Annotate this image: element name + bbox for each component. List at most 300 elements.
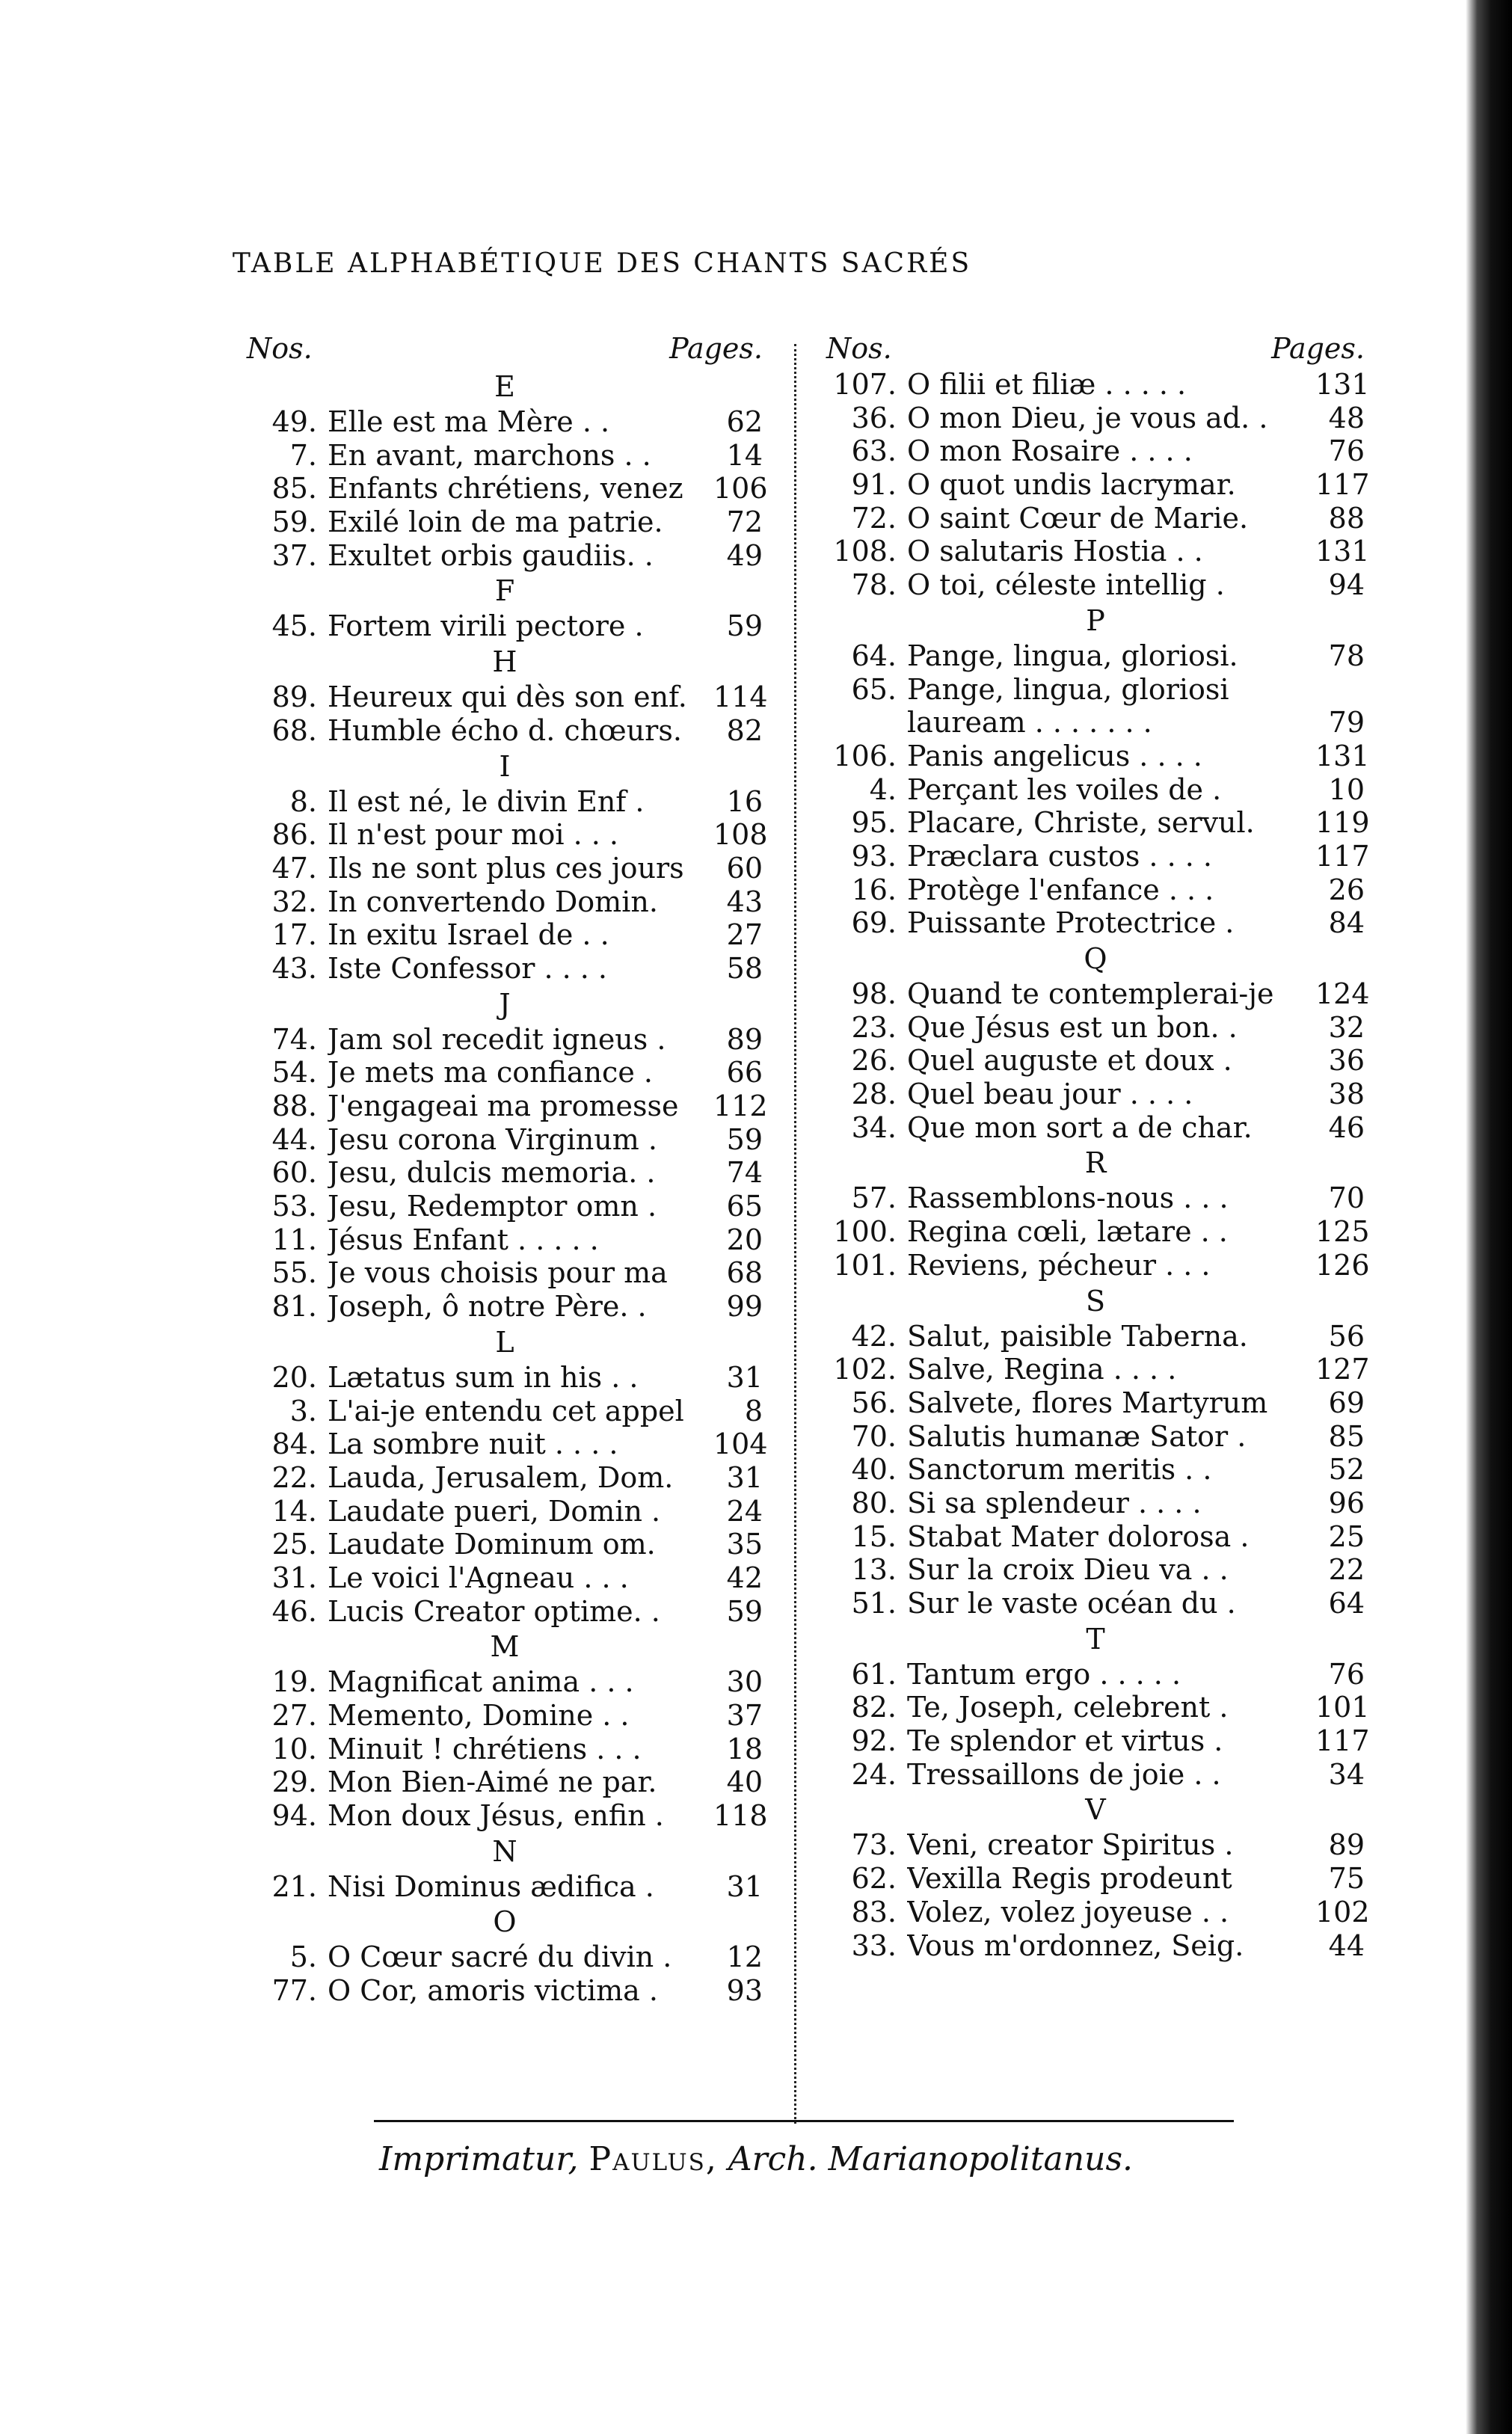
entry-title: La sombre nuit . . . . bbox=[328, 1427, 618, 1461]
index-entry bbox=[247, 1870, 763, 1904]
entry-title: Le voici l'Agneau . . . bbox=[328, 1561, 629, 1594]
entry-title: Jésus Enfant . . . . . bbox=[328, 1223, 599, 1256]
entry-number: 42. bbox=[851, 1319, 897, 1353]
entry-page: 8 bbox=[744, 1394, 763, 1427]
entry-title: L'ai-je entendu cet appel bbox=[328, 1394, 684, 1427]
entry-page: 36 bbox=[1328, 1044, 1365, 1078]
entry-page: 104 bbox=[713, 1427, 768, 1461]
entry-page: 34 bbox=[1328, 1757, 1365, 1791]
entry-page: 66 bbox=[726, 1056, 763, 1090]
entry-page: 85 bbox=[1328, 1419, 1365, 1453]
imprimatur-name: Paulus, bbox=[588, 2140, 718, 2178]
entry-page: 70 bbox=[1328, 1181, 1365, 1215]
entry-number: 70. bbox=[851, 1419, 897, 1453]
entry-title: Heureux qui dès son enf. bbox=[328, 680, 687, 714]
entry-title: Præclara custos . . . . bbox=[907, 839, 1212, 873]
entry-number: 7. bbox=[289, 438, 317, 472]
index-entry bbox=[826, 1111, 1365, 1145]
entry-page: 31 bbox=[726, 1460, 763, 1494]
index-entry bbox=[826, 1691, 1370, 1724]
entry-page: 76 bbox=[1328, 434, 1365, 468]
header-number: Nos. bbox=[826, 332, 892, 365]
index-entry bbox=[247, 1699, 763, 1733]
index-entry bbox=[247, 885, 763, 919]
index-entry bbox=[826, 1420, 1365, 1454]
entry-page: 102 bbox=[1315, 1895, 1370, 1929]
entry-title: Puissante Protectrice . bbox=[907, 906, 1235, 940]
entry-page: 126 bbox=[1315, 1248, 1370, 1282]
entry-title: Te splendor et virtus . bbox=[907, 1724, 1223, 1758]
entry-page: 94 bbox=[1328, 568, 1365, 602]
header-page: Pages. bbox=[1271, 332, 1365, 365]
index-entry bbox=[826, 1895, 1370, 1929]
letter-heading: F bbox=[494, 574, 515, 608]
entry-number: 88. bbox=[271, 1090, 317, 1122]
index-entry bbox=[826, 1215, 1370, 1249]
entry-title: Te, Joseph, celebrent . bbox=[907, 1691, 1229, 1724]
letter-heading: V bbox=[1085, 1793, 1106, 1827]
entry-page: 10 bbox=[1328, 772, 1365, 806]
index-entry bbox=[826, 1828, 1365, 1862]
index-entry bbox=[247, 1799, 768, 1833]
entry-title: Jam sol recedit igneus . bbox=[328, 1022, 666, 1056]
entry-number: 100. bbox=[833, 1215, 897, 1249]
index-entry bbox=[247, 1023, 763, 1057]
entry-page: 31 bbox=[726, 1869, 763, 1903]
footer-rule bbox=[374, 2120, 1234, 2122]
index-entry bbox=[826, 1487, 1365, 1520]
entry-title: Il n'est pour moi . . . bbox=[328, 818, 618, 852]
entry-number: 57. bbox=[851, 1181, 897, 1215]
entry-title: O mon Rosaire . . . . bbox=[907, 434, 1193, 468]
entry-page: 22 bbox=[1328, 1553, 1365, 1587]
entry-number: 20. bbox=[271, 1360, 317, 1394]
entry-page: 117 bbox=[1315, 1724, 1370, 1758]
entry-number: 101. bbox=[833, 1248, 897, 1282]
entry-number: 94. bbox=[271, 1799, 317, 1833]
letter-heading: P bbox=[1086, 603, 1105, 637]
entry-title: Lauda, Jerusalem, Dom. bbox=[328, 1460, 674, 1494]
entry-title: Stabat Mater dolorosa . bbox=[907, 1519, 1250, 1553]
entry-number: 55. bbox=[271, 1256, 317, 1290]
index-entry bbox=[826, 1353, 1370, 1386]
index-entry bbox=[247, 680, 768, 714]
index-entry bbox=[826, 434, 1365, 468]
entry-page: 59 bbox=[726, 609, 763, 643]
index-entry bbox=[826, 368, 1370, 402]
index-entry bbox=[247, 1940, 763, 1974]
entry-title: Jesu, dulcis memoria. . bbox=[328, 1156, 656, 1190]
index-entry bbox=[826, 1724, 1370, 1758]
index-entry bbox=[247, 918, 763, 952]
imprimatur-label: Imprimatur, bbox=[378, 2140, 579, 2178]
entry-title: Quel beau jour . . . . bbox=[907, 1078, 1193, 1111]
letter-heading: L bbox=[495, 1325, 514, 1359]
entry-title: Sanctorum meritis . . bbox=[907, 1453, 1212, 1487]
entry-title: Regina cœli, lætare . . bbox=[907, 1215, 1228, 1249]
index-entry bbox=[247, 785, 763, 819]
entry-title: Reviens, pécheur . . . bbox=[907, 1248, 1211, 1282]
entry-title: Iste Confessor . . . . bbox=[328, 951, 608, 985]
index-entry bbox=[247, 1190, 763, 1223]
entry-page: 131 bbox=[1315, 535, 1370, 568]
index-entry bbox=[826, 977, 1370, 1011]
entry-title: O saint Cœur de Marie. bbox=[907, 501, 1249, 535]
entry-number: 11. bbox=[271, 1223, 317, 1256]
entry-number: 28. bbox=[851, 1078, 897, 1111]
entry-title: Ils ne sont plus ces jours bbox=[328, 851, 684, 885]
entry-title: Salut, paisible Taberna. bbox=[907, 1319, 1248, 1353]
entry-page: 30 bbox=[726, 1665, 763, 1699]
index-entry bbox=[247, 1461, 763, 1495]
index-entry bbox=[826, 706, 1365, 740]
entry-title: Veni, creator Spiritus . bbox=[907, 1828, 1234, 1862]
entry-page: 108 bbox=[713, 818, 768, 852]
entry-title: Salvete, flores Martyrum bbox=[907, 1386, 1268, 1419]
entry-title: Pange, lingua, gloriosi. bbox=[907, 639, 1238, 672]
entry-title: Tantum ergo . . . . . bbox=[907, 1657, 1181, 1691]
index-entry bbox=[826, 739, 1370, 773]
entry-page: 16 bbox=[726, 784, 763, 818]
entry-page: 43 bbox=[726, 885, 763, 918]
index-entry bbox=[247, 505, 763, 539]
entry-page: 59 bbox=[726, 1122, 763, 1156]
entry-page: 25 bbox=[1328, 1519, 1365, 1553]
entry-number: 19. bbox=[271, 1665, 317, 1699]
index-entry bbox=[826, 1248, 1370, 1282]
entry-title: Minuit ! chrétiens . . . bbox=[328, 1732, 642, 1765]
entry-title: Rassemblons-nous . . . bbox=[907, 1181, 1229, 1215]
index-entry bbox=[826, 806, 1370, 840]
header-page: Pages. bbox=[669, 332, 763, 365]
entry-page: 37 bbox=[726, 1699, 763, 1732]
entry-title: Volez, volez joyeuse . . bbox=[907, 1895, 1229, 1929]
entry-page: 131 bbox=[1315, 739, 1370, 772]
letter-heading: I bbox=[499, 749, 511, 783]
letter-heading: N bbox=[492, 1834, 517, 1868]
entry-number: 45. bbox=[271, 609, 317, 643]
entry-number: 23. bbox=[851, 1010, 897, 1044]
index-entry bbox=[826, 1520, 1365, 1554]
entry-title: Enfants chrétiens, venez bbox=[328, 472, 683, 505]
entry-page: 65 bbox=[726, 1190, 763, 1223]
entry-title: Exultet orbis gaudiis. . bbox=[328, 538, 654, 572]
entry-number: 37. bbox=[271, 538, 317, 572]
entry-number: 27. bbox=[271, 1699, 317, 1732]
index-entry bbox=[826, 468, 1370, 502]
entry-number: 14. bbox=[271, 1494, 317, 1528]
index-entry bbox=[247, 852, 763, 885]
entry-title: O quot undis lacrymar. bbox=[907, 468, 1236, 502]
index-entry bbox=[826, 1453, 1365, 1487]
entry-page: 131 bbox=[1315, 368, 1370, 401]
entry-page: 12 bbox=[726, 1940, 763, 1974]
entry-number: 84. bbox=[271, 1427, 317, 1461]
entry-number: 26. bbox=[851, 1044, 897, 1078]
page-title: TABLE ALPHABÉTIQUE DES CHANTS SACRÉS bbox=[232, 248, 972, 279]
index-entry bbox=[247, 1256, 763, 1290]
entry-title: O salutaris Hostia . . bbox=[907, 535, 1203, 568]
entry-title: Elle est ma Mère . . bbox=[328, 405, 610, 438]
entry-number: 51. bbox=[851, 1587, 897, 1620]
index-entry bbox=[826, 1929, 1365, 1963]
entry-page: 125 bbox=[1315, 1215, 1370, 1249]
index-entry bbox=[247, 1427, 768, 1461]
index-entry bbox=[826, 402, 1365, 435]
entry-title: Nisi Dominus ædifica . bbox=[328, 1869, 654, 1903]
entry-number: 3. bbox=[289, 1394, 317, 1427]
entry-number: 106. bbox=[833, 739, 897, 772]
entry-title: Magnificat anima . . . bbox=[328, 1665, 634, 1699]
entry-page: 69 bbox=[1328, 1386, 1365, 1419]
entry-page: 48 bbox=[1328, 401, 1365, 434]
entry-number: 43. bbox=[271, 951, 317, 985]
entry-title: Il est né, le divin Enf . bbox=[328, 784, 645, 818]
entry-page: 114 bbox=[713, 680, 768, 714]
column-divider bbox=[794, 344, 796, 2124]
entry-page: 27 bbox=[726, 918, 763, 952]
entry-page: 101 bbox=[1315, 1691, 1370, 1724]
entry-title: Salve, Regina . . . . bbox=[907, 1353, 1177, 1386]
index-entry bbox=[247, 1595, 763, 1629]
entry-title: Joseph, ô notre Père. . bbox=[328, 1290, 647, 1324]
entry-number: 98. bbox=[851, 977, 897, 1010]
entry-page: 24 bbox=[726, 1494, 763, 1528]
index-entry bbox=[826, 1181, 1365, 1215]
entry-page: 93 bbox=[726, 1974, 763, 2008]
entry-number: 86. bbox=[271, 818, 317, 852]
index-entry bbox=[826, 839, 1370, 873]
entry-title: Fortem virili pectore . bbox=[328, 609, 644, 643]
entry-title: O filii et filiæ . . . . . bbox=[907, 368, 1187, 401]
entry-number: 40. bbox=[851, 1453, 897, 1487]
entry-title: Lætatus sum in his . . bbox=[328, 1360, 639, 1394]
entry-number: 46. bbox=[271, 1594, 317, 1628]
entry-number: 93. bbox=[851, 839, 897, 873]
index-entry bbox=[247, 439, 763, 473]
entry-number: 5. bbox=[289, 1940, 317, 1974]
entry-number: 54. bbox=[271, 1056, 317, 1090]
entry-title: Laudate pueri, Domin . bbox=[328, 1494, 661, 1528]
entry-page: 118 bbox=[713, 1799, 768, 1833]
index-column-right bbox=[826, 329, 1370, 1962]
entry-page: 64 bbox=[1328, 1587, 1365, 1620]
index-entry bbox=[247, 1361, 763, 1395]
entry-page: 74 bbox=[726, 1156, 763, 1190]
entry-title: Protège l'enfance . . . bbox=[907, 873, 1214, 906]
entry-title: Je mets ma confiance . bbox=[328, 1056, 653, 1090]
entry-title: Je vous choisis pour ma bbox=[328, 1256, 668, 1290]
index-entry bbox=[247, 1395, 763, 1428]
entry-number: 108. bbox=[833, 535, 897, 568]
entry-title: Quand te contemplerai-je bbox=[907, 977, 1274, 1010]
entry-number: 34. bbox=[851, 1110, 897, 1144]
entry-number: 24. bbox=[851, 1757, 897, 1791]
entry-number: 77. bbox=[271, 1974, 317, 2008]
entry-number: 22. bbox=[271, 1460, 317, 1494]
column-header bbox=[247, 329, 763, 368]
entry-number: 56. bbox=[851, 1386, 897, 1419]
entry-title: Perçant les voiles de . bbox=[907, 772, 1222, 806]
index-entry bbox=[247, 1974, 763, 2008]
entry-number: 10. bbox=[271, 1732, 317, 1765]
entry-number: 68. bbox=[271, 713, 317, 747]
index-entry bbox=[826, 906, 1365, 940]
index-entry bbox=[247, 1290, 763, 1324]
entry-number: 36. bbox=[851, 401, 897, 434]
entry-page: 26 bbox=[1328, 873, 1365, 906]
entry-number: 107. bbox=[833, 368, 897, 401]
entry-page: 60 bbox=[726, 851, 763, 885]
index-entry bbox=[826, 502, 1365, 535]
index-entry bbox=[826, 1758, 1365, 1792]
entry-number: 13. bbox=[851, 1553, 897, 1587]
entry-title: O Cor, amoris victima . bbox=[328, 1974, 658, 2008]
entry-page: 35 bbox=[726, 1528, 763, 1561]
entry-page: 96 bbox=[1328, 1486, 1365, 1519]
entry-title: Memento, Domine . . bbox=[328, 1699, 630, 1732]
index-entry bbox=[247, 1733, 763, 1766]
entry-title: Quel auguste et doux . bbox=[907, 1044, 1232, 1078]
entry-page: 14 bbox=[726, 438, 763, 472]
index-entry bbox=[247, 818, 768, 852]
entry-number: 31. bbox=[271, 1561, 317, 1594]
entry-page: 46 bbox=[1328, 1110, 1365, 1144]
entry-number: 102. bbox=[833, 1353, 897, 1386]
entry-page: 124 bbox=[1315, 977, 1370, 1010]
entry-number: 53. bbox=[271, 1190, 317, 1223]
entry-number: 74. bbox=[271, 1022, 317, 1056]
index-entry bbox=[826, 1587, 1365, 1620]
entry-number: 15. bbox=[851, 1519, 897, 1553]
entry-number: 92. bbox=[851, 1724, 897, 1758]
entry-title: O Cœur sacré du divin . bbox=[328, 1940, 672, 1974]
entry-number: 73. bbox=[851, 1828, 897, 1862]
index-entry bbox=[247, 1223, 763, 1257]
entry-title: Mon Bien-Aimé ne par. bbox=[328, 1765, 657, 1799]
entry-page: 75 bbox=[1328, 1862, 1365, 1896]
entry-number: 16. bbox=[851, 873, 897, 906]
entry-page: 31 bbox=[726, 1360, 763, 1394]
entry-number: 8. bbox=[289, 784, 317, 818]
entry-number: 64. bbox=[851, 639, 897, 672]
index-entry bbox=[247, 952, 763, 986]
entry-page: 84 bbox=[1328, 906, 1365, 940]
entry-number: 44. bbox=[271, 1122, 317, 1156]
entry-number: 69. bbox=[851, 906, 897, 940]
entry-number: 33. bbox=[851, 1929, 897, 1962]
entry-title: Jesu, Redemptor omn . bbox=[328, 1190, 657, 1223]
entry-page: 44 bbox=[1328, 1929, 1365, 1962]
header-number: Nos. bbox=[247, 332, 313, 365]
entry-number: 89. bbox=[271, 680, 317, 714]
entry-title: Vexilla Regis prodeunt bbox=[907, 1862, 1232, 1896]
index-entry bbox=[247, 539, 763, 573]
entry-number: 85. bbox=[271, 472, 317, 505]
entry-page bbox=[1315, 673, 1365, 707]
entry-page: 76 bbox=[1328, 1657, 1365, 1691]
entry-number: 62. bbox=[851, 1862, 897, 1896]
index-entry bbox=[247, 609, 763, 643]
index-entry bbox=[826, 568, 1365, 602]
letter-heading: T bbox=[1086, 1622, 1105, 1656]
entry-number: 17. bbox=[271, 918, 317, 952]
index-entry bbox=[826, 673, 1365, 707]
index-entry bbox=[826, 1553, 1365, 1587]
column-header bbox=[826, 329, 1365, 368]
entry-title: Jesu corona Virginum . bbox=[328, 1122, 657, 1156]
entry-number: 72. bbox=[851, 501, 897, 535]
entry-page: 117 bbox=[1315, 839, 1370, 873]
entry-number: 60. bbox=[271, 1156, 317, 1190]
entry-title: Vous m'ordonnez, Seig. bbox=[907, 1929, 1244, 1962]
entry-number: 59. bbox=[271, 505, 317, 539]
entry-title: Humble écho d. chœurs. bbox=[328, 713, 682, 747]
index-entry bbox=[247, 1156, 763, 1190]
index-entry bbox=[247, 1765, 763, 1799]
letter-heading: S bbox=[1085, 1284, 1106, 1318]
entry-page: 59 bbox=[726, 1594, 763, 1628]
entry-title: Pange, lingua, gloriosi bbox=[907, 672, 1229, 706]
entry-page: 49 bbox=[726, 538, 763, 572]
entry-number: 47. bbox=[271, 851, 317, 885]
index-entry bbox=[247, 1561, 763, 1595]
entry-title: Si sa splendeur . . . . bbox=[907, 1486, 1202, 1519]
entry-title: O mon Dieu, je vous ad. . bbox=[907, 401, 1268, 434]
imprimatur-title: Arch. Marianopolitanus. bbox=[728, 2140, 1134, 2178]
page-edge-shadow bbox=[1466, 0, 1512, 2434]
index-entry bbox=[826, 1078, 1365, 1111]
entry-number: 21. bbox=[271, 1869, 317, 1903]
entry-number: 61. bbox=[851, 1657, 897, 1691]
index-entry bbox=[247, 714, 763, 748]
entry-page: 56 bbox=[1328, 1319, 1365, 1353]
letter-heading: Q bbox=[1084, 942, 1107, 975]
index-entry bbox=[826, 1386, 1365, 1420]
entry-title: In convertendo Domin. bbox=[328, 885, 658, 918]
entry-title: Que Jésus est un bon. . bbox=[907, 1010, 1238, 1044]
entry-page: 112 bbox=[713, 1090, 768, 1122]
entry-title: lauream . . . . . . . bbox=[907, 706, 1152, 740]
entry-number: 78. bbox=[851, 568, 897, 602]
index-column-left bbox=[247, 329, 768, 2008]
imprimatur-line bbox=[0, 2140, 1512, 2178]
entry-page: 106 bbox=[713, 472, 768, 505]
entry-page: 38 bbox=[1328, 1078, 1365, 1111]
index-entry bbox=[826, 535, 1370, 568]
entry-title: Salutis humanæ Sator . bbox=[907, 1419, 1247, 1453]
entry-page: 62 bbox=[726, 405, 763, 438]
entry-number: 63. bbox=[851, 434, 897, 468]
entry-page: 20 bbox=[726, 1223, 763, 1256]
entry-page: 88 bbox=[1328, 501, 1365, 535]
entry-page: 68 bbox=[726, 1256, 763, 1290]
entry-page: 89 bbox=[726, 1022, 763, 1056]
index-entry bbox=[826, 873, 1365, 907]
entry-number: 95. bbox=[851, 806, 897, 840]
entry-title: Exilé loin de ma patrie. bbox=[328, 505, 663, 539]
entry-number: 82. bbox=[851, 1691, 897, 1724]
entry-page: 18 bbox=[726, 1732, 763, 1765]
entry-title: In exitu Israel de . . bbox=[328, 918, 609, 952]
entry-number: 91. bbox=[851, 468, 897, 502]
index-entry bbox=[826, 1658, 1365, 1691]
entry-page: 40 bbox=[726, 1765, 763, 1799]
index-entry bbox=[826, 1011, 1365, 1045]
letter-heading: R bbox=[1084, 1146, 1107, 1180]
entry-number: 83. bbox=[851, 1895, 897, 1929]
entry-page: 127 bbox=[1315, 1353, 1370, 1386]
